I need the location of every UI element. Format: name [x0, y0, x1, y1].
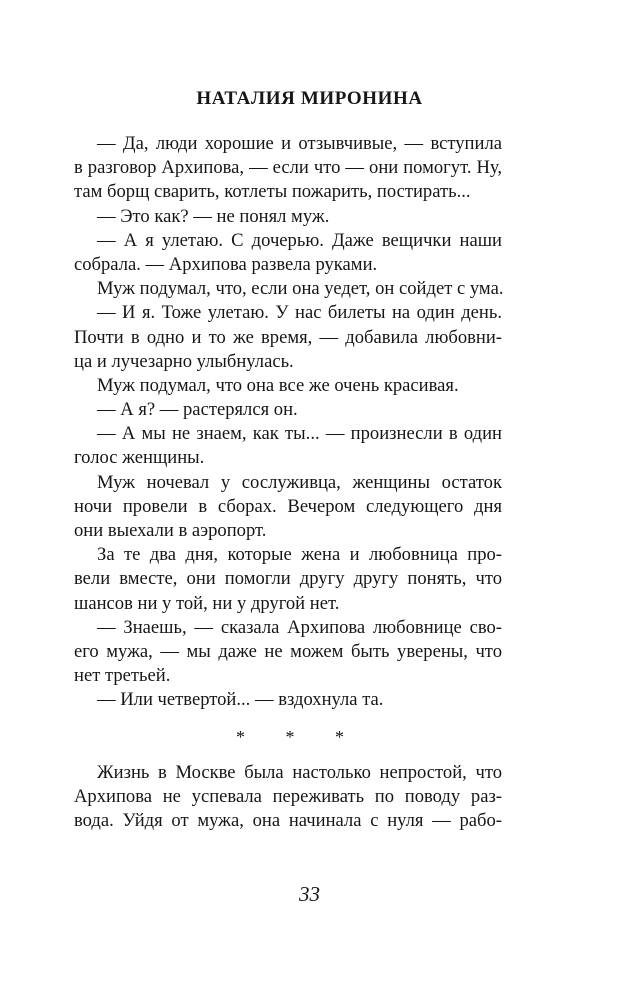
text-line: там борщ сварить, котлеты пожарить, постирать...: [74, 181, 471, 203]
text-line: собрала. — Архипова развела руками.: [74, 253, 378, 275]
page-number: 33: [299, 882, 320, 906]
text-line: голос женщины.: [74, 447, 205, 469]
body-text: [74, 132, 502, 833]
text-line: ца и лучезарно улыбнулась.: [74, 350, 294, 372]
text-line: — Или четвертой... — вздохнула та.: [97, 689, 384, 711]
text-line: Архипова не успевала переживать по поводу раз-: [74, 785, 502, 807]
text-line: — А я улетаю. С дочерью. Даже вещички наши: [97, 229, 502, 251]
text-line: — Да, люди хорошие и отзывчивые, — вступила: [97, 133, 502, 154]
text-line: — А я? — растерялся он.: [97, 399, 298, 421]
text-line: вели вместе, они помогли другу другу понять, что: [74, 568, 502, 590]
text-line: его мужа, — мы даже не можем быть уверены, что: [74, 640, 502, 662]
text-line: Муж подумал, что она все же очень красивая.: [97, 374, 459, 396]
text-line: — Знаешь, — сказала Архипова любовнице сво-: [97, 616, 502, 638]
text-line: нет третьей.: [74, 665, 171, 687]
section-separator: * * *: [236, 726, 362, 747]
text-line: шансов ни у той, ни у другой нет.: [74, 592, 340, 614]
text-line: ночи провели в сборах. Вечером следующего дня: [74, 495, 502, 517]
text-line: в разговор Архипова, — если что — они помогут. Ну,: [74, 157, 502, 179]
text-line: Жизнь в Москве была настолько непростой, что: [97, 761, 502, 783]
text-line: Муж подумал, что, если она уедет, он сойдет с ума.: [97, 278, 504, 300]
text-line: — А мы не знаем, как ты... — произнесли в один: [97, 423, 502, 445]
text-line: — И я. Тоже улетаю. У нас билеты на один день.: [97, 302, 502, 324]
text-line: Муж ночевал у сослуживца, женщины остаток: [97, 471, 502, 493]
text-line: они выехали в аэропорт.: [74, 520, 267, 541]
text-line: вода. Уйдя от мужа, она начинала с нуля — рабо-: [74, 809, 502, 831]
text-line: Почти в одно и то же время, — добавила любовни-: [74, 326, 502, 348]
text-line: — Это как? — не понял муж.: [97, 205, 330, 227]
running-head: НАТАЛИЯ МИРОНИНА: [196, 88, 423, 109]
text-line: За те два дня, которые жена и любовница про-: [97, 544, 502, 566]
